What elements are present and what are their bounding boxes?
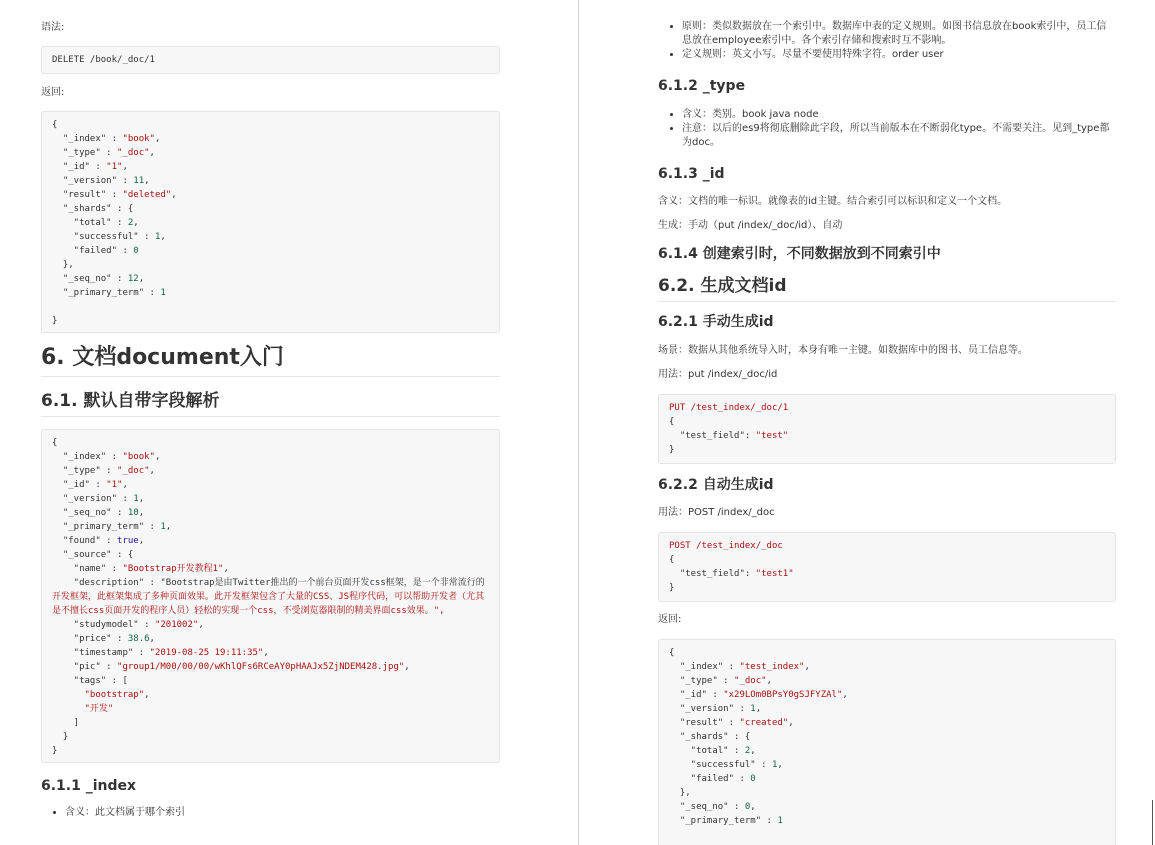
code-line	[52, 300, 489, 314]
code-line: "_primary_term" : 1	[669, 816, 783, 826]
delete-response-block	[41, 111, 500, 333]
code-line: "test_field": "test1"	[669, 569, 794, 579]
section-title-6-2-2: 6.2.2 自动生成id	[658, 477, 774, 493]
code-line: "total" : 2,	[52, 218, 139, 228]
manual-usage-text: 用法：put /index/_doc/id	[658, 369, 778, 380]
code-line: "name" : "Bootstrap开发教程1",	[52, 564, 229, 574]
auto-usage-text: 用法：POST /index/_doc	[658, 507, 775, 518]
syntax-label: 语法:	[41, 22, 65, 33]
code-line: "_primary_term" : 1,	[52, 522, 172, 532]
code-line: "_index" : "book",	[52, 134, 161, 144]
auto-id-code-block	[658, 532, 1116, 602]
document-example-block	[41, 429, 500, 763]
code-line: }	[52, 316, 58, 326]
code-line: "_seq_no" : 0,	[669, 802, 756, 812]
code-line: "successful" : 1,	[669, 760, 783, 770]
code-line: "failed" : 0	[52, 246, 139, 256]
right-page	[580, 0, 1155, 845]
code-line: "_index" : "book",	[52, 452, 161, 462]
code-line: "found" : true,	[52, 536, 145, 546]
code-line: "bootstrap",	[84, 690, 150, 700]
code-line: }	[52, 732, 69, 742]
code-line: "开发"	[84, 704, 114, 714]
manual-id-code-block	[658, 394, 1116, 464]
code-line: "failed" : 0	[669, 774, 756, 784]
bullet-item: • 含义：此文档属于哪个索引	[65, 806, 500, 820]
code-line: "_primary_term" : 1	[52, 288, 166, 298]
return-label-right: 返回:	[658, 614, 682, 625]
bullet-item: • 定义规则：英文小写。尽量不要使用特殊字符。order user	[682, 48, 1116, 62]
code-line: "timestamp" : "2019-08-25 19:11:35",	[52, 648, 269, 658]
code-line: "_type" : "_doc",	[52, 466, 155, 476]
code-line: "_index" : "test_index",	[669, 662, 810, 672]
code-line: "price" : 38.6,	[52, 634, 155, 644]
section-title-6-2-1: 6.2.1 手动生成id	[658, 314, 774, 330]
code-line: "description" : "Bootstrap是由Twitter推出的一个前台页面开发css框架，是一个非常流行的	[52, 578, 485, 588]
section-title-6-1-4: 6.1.4 创建索引时，不同数据放到不同索引中	[658, 246, 941, 262]
code-line: }	[669, 445, 675, 455]
code-line: "_shards" : {	[669, 732, 751, 742]
code-line: },	[669, 788, 691, 798]
code-line: {	[669, 417, 675, 427]
code-line: POST /test_index/_doc	[669, 541, 783, 551]
code-line: {	[669, 648, 675, 658]
return-label: 返回:	[41, 87, 65, 98]
manual-scene-text: 场景：数据从其他系统导入时，本身有唯一主键。如数据库中的图书、员工信息等。	[658, 345, 1028, 356]
code-line: ]	[52, 718, 80, 728]
code-line: 是不擅长css页面开发的程序人员）轻松的实现一个css，不受浏览器限制的精美界面css效果。",	[52, 606, 445, 616]
code-line: "_version" : 11,	[52, 176, 150, 186]
code-line: }	[52, 746, 58, 756]
page-divider	[578, 0, 579, 845]
section-title-6-1-1: 6.1.1 _index	[41, 778, 137, 794]
index-bullet-list	[41, 806, 500, 820]
delete-command-block: DELETE /book/_doc/1	[41, 46, 500, 74]
code-line: {	[52, 438, 58, 448]
code-line: "_seq_no" : 10,	[52, 508, 145, 518]
code-line: "total" : 2,	[669, 746, 756, 756]
section-title-6-1-3: 6.1.3 _id	[658, 166, 725, 182]
bullet-item: • 注意：以后的es9将彻底删除此字段，所以当前版本在不断弱化type。不需要关注。见到_type都为doc。	[682, 122, 1116, 150]
section-title-6: 6. 文档document入门	[41, 344, 500, 377]
auto-id-response-block	[658, 639, 1116, 845]
index-rules-list	[658, 20, 1116, 62]
code-line: {	[669, 555, 675, 565]
code-line: {	[52, 120, 58, 130]
code-line: "result" : "created",	[669, 718, 794, 728]
code-line: "_id" : "1",	[52, 480, 128, 490]
code-line: "successful" : 1,	[52, 232, 166, 242]
code-line: "studymodel" : "201002",	[52, 620, 204, 630]
section-title-6-1: 6.1. 默认自带字段解析	[41, 390, 500, 417]
code-line: "_version" : 1,	[52, 494, 145, 504]
code-line: "_id" : "x29LOm0BPsY0gSJFYZAl",	[669, 690, 848, 700]
code-line: PUT /test_index/_doc/1	[669, 403, 789, 413]
code-line: "result" : "deleted",	[52, 190, 177, 200]
bullet-item: • 含义：类别。book java node	[682, 108, 1116, 122]
code-line: },	[52, 260, 74, 270]
bullet-item: • 原则：类似数据放在一个索引中。数据库中表的定义规则。如图书信息放在book索引中，员工信息放在employee索引中。各个索引存储和搜索时互不影响。	[682, 20, 1116, 48]
code-line: "_type" : "_doc",	[52, 148, 155, 158]
section-title-6-2: 6.2. 生成文档id	[658, 275, 1116, 302]
code-line: "_seq_no" : 12,	[52, 274, 145, 284]
code-line: "_type" : "_doc",	[669, 676, 772, 686]
code-line: }	[669, 583, 675, 593]
code-line: "test_field": "test"	[669, 431, 789, 441]
code-line: "_id" : "1",	[52, 162, 128, 172]
code-line: 开发框架，此框架集成了多种页面效果。此开发框架包含了大量的CSS、JS程序代码，可以帮助开发者（尤其	[52, 592, 485, 602]
section-title-6-1-2: 6.1.2 _type	[658, 78, 746, 94]
code-line: "_shards" : {	[52, 204, 134, 214]
id-generate-text: 生成：手动（put /index/_doc/id）、自动	[658, 220, 843, 231]
id-meaning-text: 含义：文档的唯一标识。就像表的id主键。结合索引可以标识和定义一个文档。	[658, 196, 1008, 207]
code-line: "_source" : {	[52, 550, 134, 560]
code-line: "tags" : [	[52, 676, 128, 686]
type-bullet-list	[658, 108, 1116, 150]
code-line: "pic" : "group1/M00/00/00/wKhlQFs6RCeAY0pHAAJx5ZjNDEM428.jpg",	[52, 662, 410, 672]
code-line: "_version" : 1,	[669, 704, 762, 714]
